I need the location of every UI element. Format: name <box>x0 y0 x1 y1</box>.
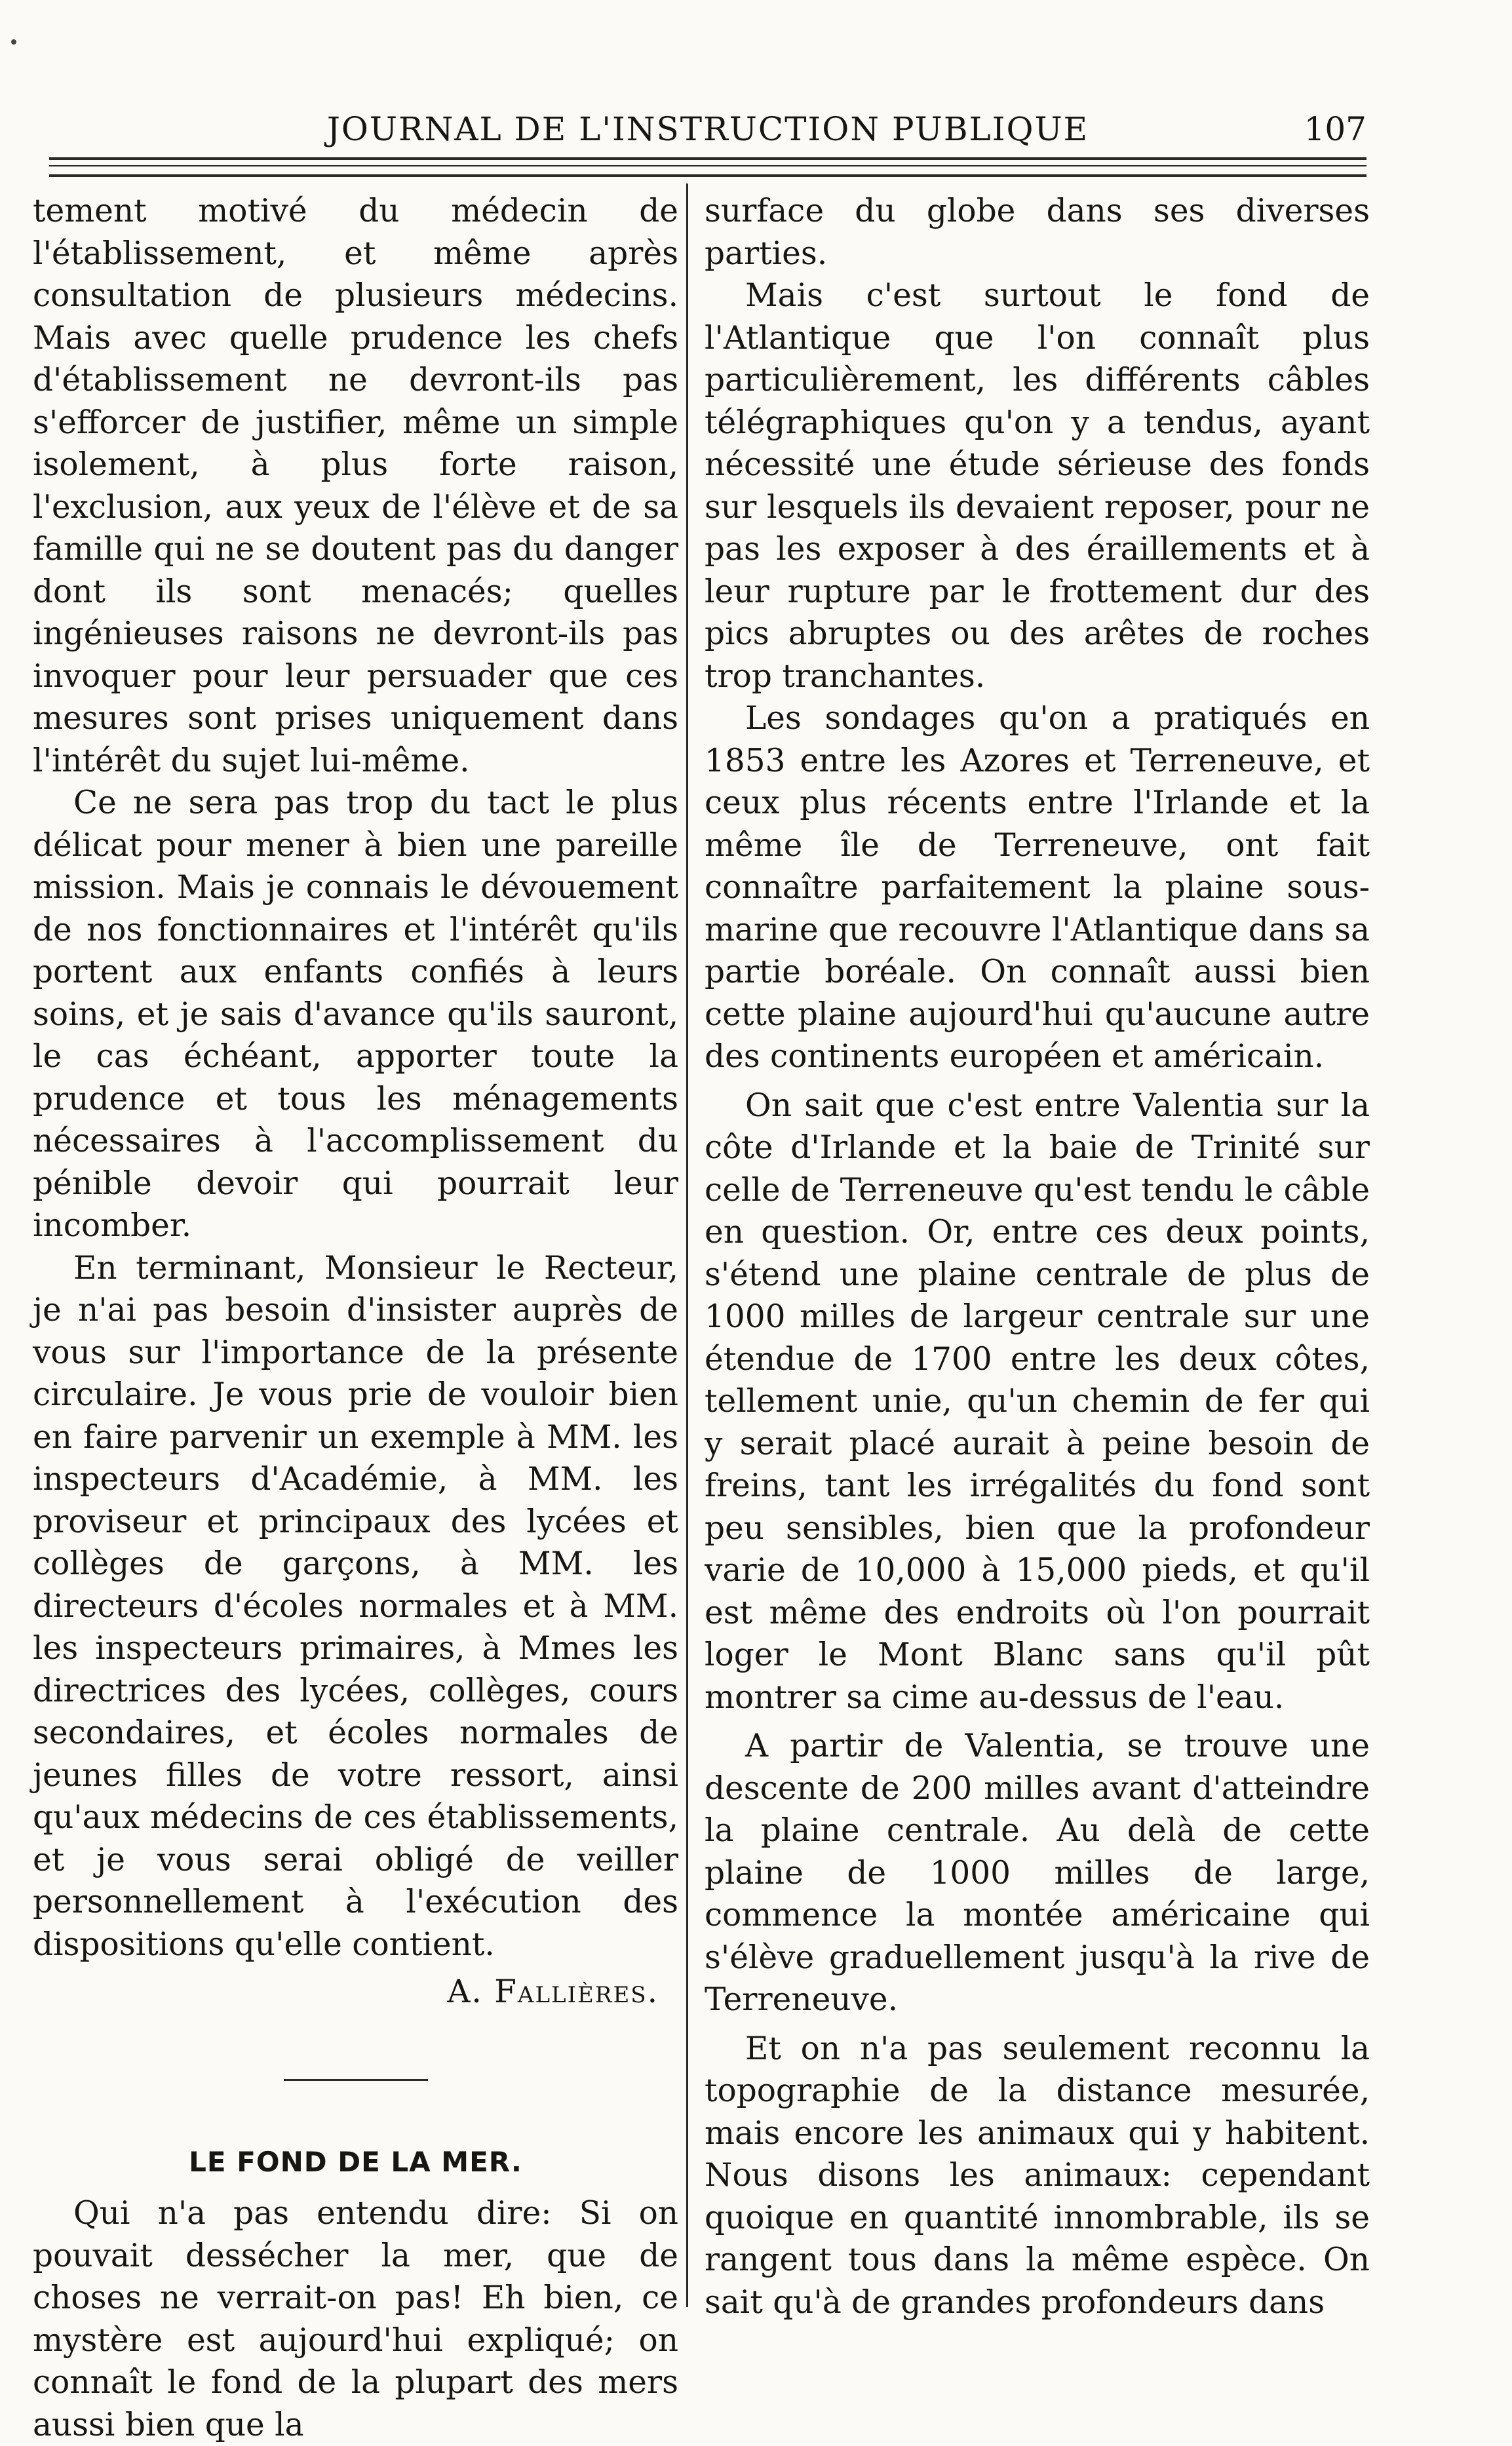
header-rule-bottom <box>49 174 1367 177</box>
signature: A. Fallières. <box>447 1973 659 2010</box>
paragraph: surface du globe dans ses diverses parties. <box>705 193 1370 272</box>
page-number: 107 <box>1304 110 1367 148</box>
ink-speck <box>11 39 16 45</box>
header-rule-top <box>49 157 1367 160</box>
header-rule-middle <box>49 165 1367 166</box>
paragraph: On sait que c'est entre Valentia sur la côte d'Irlande et la baie de Trinité sur celle de Terreneuve qu'est tendu le câble en question. Or, entre ces deux points, s'étend une plaine centrale de plus de 1000 milles de largeur centrale sur une étendue de 1700 entre les deux côtes, tellement unie, qu'un chemin de fer qui y serait placé aurait à peine besoin de freins, tant les irrégalités du fond sont peu sensibles, bien que la profondeur varie de 10,000 à 15,000 pieds, et qu'il est même des endroits où l'on pourrait loger le Mont Blanc sans qu'il pût montrer sa cime au-dessus de l'eau. <box>705 1087 1370 1716</box>
paragraph: Les sondages qu'on a pratiqués en 1853 entre les Azores et Terreneuve, et ceux plus récents entre l'Irlande et la même île de Terreneuve, ont fait connaître parfaitement la plaine sous-marine que recouvre l'Atlantique dans sa partie boréale. On connaît aussi bien cette plaine aujourd'hui qu'aucune autre des continents européen et américain. <box>705 700 1370 1075</box>
column-divider <box>686 184 688 2307</box>
section-title: LE FOND DE LA MER. <box>189 2145 522 2178</box>
paragraph: Mais c'est surtout le fond de l'Atlantique que l'on connaît plus particulièrement, les différents câbles télégraphiques qu'on y a tendus, ayant nécessité une étude sérieuse des fonds sur lesquels ils devaient reposer, pour ne pas les exposer à des éraillements et à leur rupture par le frottement dur des pics abruptes ou des arêtes de roches trop tranchantes. <box>705 277 1370 695</box>
paragraph: A partir de Valentia, se trouve une descente de 200 milles avant d'atteindre la plaine centrale. Au delà de cette plaine de 1000 milles de large, commence la montée américaine qui s'élève graduellement jusqu'à la rive de Terreneuve. <box>705 1728 1370 2018</box>
paragraph: En terminant, Monsieur le Recteur, je n'ai pas besoin d'insister auprès de vous sur l'importance de la présente circulaire. Je vous prie de vouloir bien en faire parvenir un exemple à MM. les inspecteurs d'Académie, à MM. les proviseur et principaux des lycées et collèges de garçons, à MM. les directeurs d'écoles normales et à MM. les inspecteurs primaires, à Mmes les directrices des lycées, collèges, cours secondaires, et écoles normales de jeunes filles de votre ressort, ainsi qu'aux médecins de ces établissements, et je vous serai obligé de veiller personnellement à l'exécution des dispositions qu'elle contient. <box>33 1249 678 1963</box>
section-separator <box>284 2079 428 2081</box>
paragraph: tement motivé du médecin de l'établissement, et même après consultation de plusieurs médecins. Mais avec quelle prudence les chefs d'établissement ne devront-ils pas s'efforcer de justifier, même un simple isolement, à plus forte raison, l'exclusion, aux yeux de l'élève et de sa famille qui ne se doutent pas du danger dont ils sont menacés; quelles ingénieuses raisons ne devront-ils pas invoquer pour leur persuader que ces mesures sont prises uniquement dans l'intérêt du sujet lui-même. <box>33 193 678 779</box>
paragraph: Ce ne sera pas trop du tact le plus délicat pour mener à bien une pareille mission. Mais je connais le dévouement de nos fonctionnaires et l'intérêt qu'ils portent aux enfants confiés à leurs soins, et je sais d'avance qu'ils sauront, le cas échéant, apporter toute la prudence et tous les ménagements nécessaires à l'accomplissement du pénible devoir qui pourrait leur incomber. <box>33 785 678 1244</box>
right-column <box>705 190 1370 2323</box>
page-header <box>49 98 1367 151</box>
paragraph: Qui n'a pas entendu dire: Si on pouvait dessécher la mer, que de choses ne verrait-on pas! Eh bien, ce mystère est aujourd'hui expliqué; on connaît le fond de la plupart des mers aussi bien que la <box>33 2195 678 2443</box>
paragraph: Et on n'a pas seulement reconnu la topographie de la distance mesurée, mais encore les animaux qui y habitent. Nous disons les animaux: cependant quoique en quantité innombrable, ils se rangent tous dans la même espèce. On sait qu'à de grandes profondeurs dans <box>705 2030 1370 2321</box>
running-title: JOURNAL DE L'INSTRUCTION PUBLIQUE <box>326 110 1089 148</box>
left-column <box>33 190 678 2446</box>
